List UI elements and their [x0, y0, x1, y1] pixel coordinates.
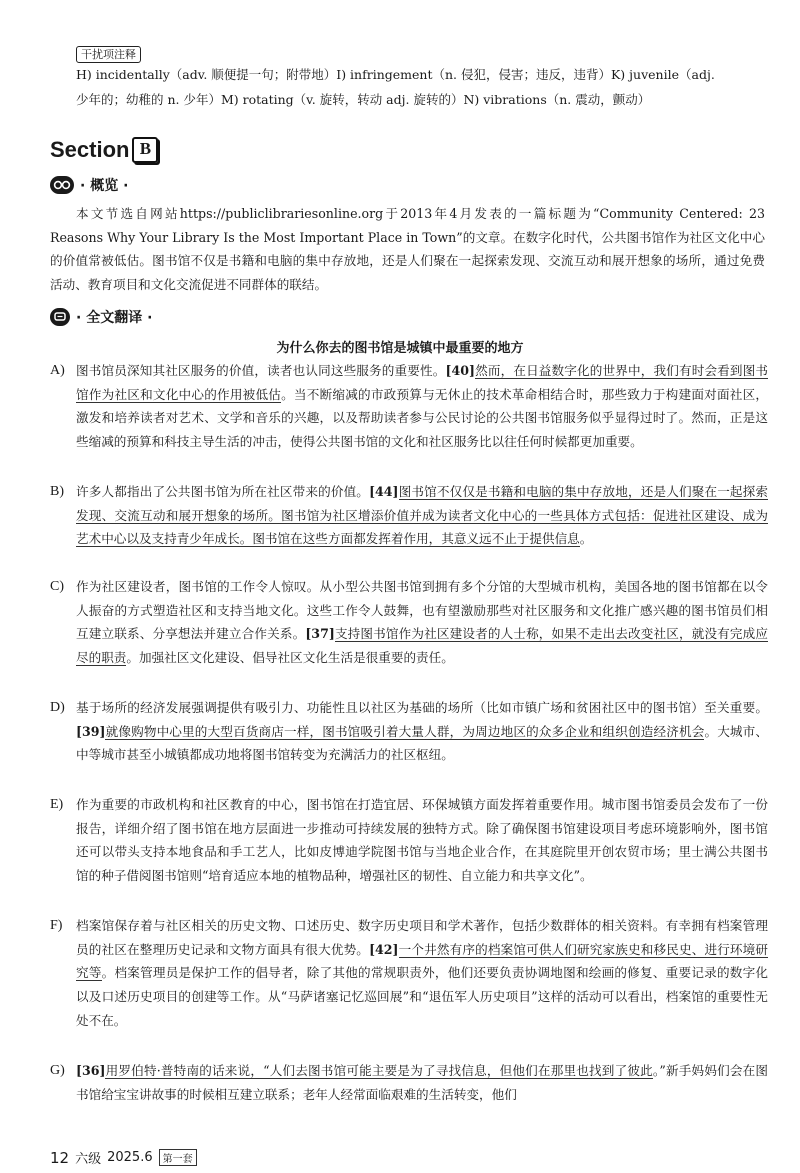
paragraph-text: 。”新手妈妈们会在图书馆给宝宝讲故事的时候相互建立联系；老年人经常面临艰难的生活转变，他们	[76, 1063, 769, 1102]
underlined-answer: 支持图书馆作为社区建设者的人士称，如果不走出去改变社区，就没有完成应尽的职责	[76, 626, 769, 666]
paragraph-label: F)	[50, 918, 63, 933]
underlined-answer: 就像购物中心里的大型百货商店一样，图书馆吸引着大量人群，为周边地区的众多企业和组织创造经济机会	[105, 723, 705, 739]
paragraph-text: 。当不断缩减的市政预算与无休止的技术革命相结合时，那些致力于构建面对面社区，激发和培养读者对艺术、文学和音乐的兴趣，以及帮助读者参与公民讨论的公共图书馆服务似乎显得过时了。然而，正是这些缩减的预算和科技主导生活的冲击，使得公共图书馆的文化和社区服务比以往任何时候都更加重要。	[76, 386, 769, 450]
section-letter: B	[132, 137, 158, 163]
paragraph-text: 作为重要的市政机构和社区教育的中心，图书馆在打造宜居、环保城镇方面发挥着重要作用。城市图书馆委员会发布了一份报告，详细介绍了图书馆在地方层面进一步推动可持续发展的独特方式。除了确保图书馆建设项目考虑环境影响外，图书馆还可以带头支持本地食品和手工艺人，比如皮博迪学院图书馆与当地企业合作，在其庭院里开创农贸市场；里士满公共图书馆的种子借阅图书馆则“培育适应本地的植物品种，增强社区的韧性、自立能力和共享文化”。	[76, 797, 768, 884]
question-number: [39]	[76, 723, 106, 739]
paragraph-label: E)	[50, 797, 64, 812]
section-word: Section	[50, 137, 130, 162]
page-footer	[50, 1148, 197, 1167]
paragraph-label: B)	[50, 484, 64, 499]
overview-text: 本文节选自网站https://publiclibrariesonline.org于2013年4月发表的一篇标题为“Community Centered: 23 Reasons Why Your Library Is the Most Important Place in Town”的文章。在数字化时代，公共图书馆作为社区文化中心的价值常被低估。图书馆不仅是书籍和电脑的集中存放地，还是人们聚在一起探索发现、交流互动和展开想象的场所，通过免费活动、教育项目和文化交流促进不同群体的联结。	[50, 206, 765, 292]
vocab-notes-line-1: H) incidentally（adv. 顺便提一句；附带地）I) infringement（n. 侵犯，侵害；违反，违背）K) juvenile（adj.	[76, 67, 715, 82]
paragraph-g	[50, 1059, 768, 1106]
paragraph-d	[50, 696, 768, 767]
paragraph-f	[50, 914, 768, 1033]
underlined-answer: 然而，在日益数字化的世界中，我们有时会看到图书馆作为社区和文化中心的作用被低估	[76, 363, 769, 402]
section-title	[50, 137, 158, 163]
paragraph-text: 。加强社区文化建设、倡导社区文化生活是很重要的责任。	[126, 650, 454, 666]
paragraph-text: 。	[579, 531, 593, 547]
underlined-answer: 图书馆不仅仅是书籍和电脑的集中存放地，还是人们聚在一起探索发现、交流互动和展开想象的场所。图书馆为社区增添价值并成为读者文化中心的一些具体方式包括：促进社区建设、成为艺术中心以及支持青少年成长。图书馆在这些方面都发挥着作用，其意义远不止于提供信息	[76, 484, 769, 547]
paragraph-text: 图书馆员深知其社区服务的价值，读者也认同这些服务的重要性。	[76, 363, 446, 378]
paragraph-text: 。档案管理员是保护工作的倡导者，除了其他的常规职责外，他们还要负责协调地图和绘画的修复、重要记录的数字化以及口述历史项目的创建等工作。从“马萨诸塞记忆巡回展”和“退伍军人历史项目”这样的活动可以看出，档案馆的重要性无处不在。	[76, 965, 769, 1028]
vocab-notes-line-2: 少年的；幼稚的 n. 少年）M) rotating（v. 旋转，转动 adj. 旋转的）N) vibrations（n. 震动，颤动）	[76, 92, 651, 107]
underlined-answer: 一个井然有序的档案馆可供人们研究家族史和移民史、进行环境研究等	[76, 941, 769, 981]
exam-level: 六级	[75, 1152, 102, 1167]
paragraph-text: 档案馆保存着与社区相关的历史文物、口述历史、数字历史项目和学术著作，包括少数群体的相关资料。有幸拥有档案管理员的社区在整理历史记录和文物方面具有很大优势。	[76, 918, 768, 957]
paragraph-label: D)	[50, 700, 65, 715]
question-number: [37]	[305, 626, 335, 642]
exam-date: 2025.6	[107, 1150, 153, 1165]
question-number: [36]	[76, 1063, 106, 1078]
underlined-answer: 用罗伯特·普特南的话来说，“人们去图书馆可能主要是为了寻找信息，但他们在那里也找到了彼此	[105, 1063, 653, 1078]
paragraph-label: A)	[50, 363, 65, 378]
paragraph-label: C)	[50, 579, 64, 594]
translation-label: · 全文翻译 ·	[76, 310, 153, 326]
question-number: [40]	[445, 363, 475, 378]
paragraph-text: 作为社区建设者，图书馆的工作令人惊叹。从小型公共图书馆到拥有多个分馆的大型城市机构，美国各地的图书馆都在以令人振奋的方式塑造社区和支持当地文化。这些工作令人鼓舞，也有望激励那些对社区服务和文化推广感兴趣的图书馆员们相互建立联系、分享想法并建立合作关系。	[76, 579, 768, 642]
paragraph-text: 基于场所的经济发展强调提供有吸引力、功能性且以社区为基础的场所（比如市镇广场和贫困社区中的图书馆）至关重要。	[76, 700, 768, 715]
paragraph-text: 。大城市、中等城市甚至小城镇都成功地将图书馆转变为充满活力的社区枢纽。	[76, 723, 769, 763]
overview-label: · 概览 ·	[80, 178, 129, 194]
page-number: 12	[50, 1148, 70, 1167]
speech-bubble-icon	[50, 308, 70, 326]
paper-set: 第一套	[159, 1149, 197, 1166]
paragraph-e	[50, 793, 768, 888]
glasses-icon	[50, 176, 74, 194]
distractor-notes-tag: 干扰项注释	[76, 46, 141, 63]
paragraph-a	[50, 359, 768, 454]
article-title: 为什么你去的图书馆是城镇中最重要的地方	[276, 341, 524, 356]
question-number: [42]	[369, 941, 399, 957]
paragraph-b	[50, 480, 768, 551]
question-number: [44]	[369, 484, 399, 499]
paragraph-label: G)	[50, 1063, 65, 1078]
translation-header	[50, 307, 152, 327]
paragraph-c	[50, 575, 768, 670]
overview-header	[50, 175, 128, 195]
paragraph-text: 许多人都指出了公共图书馆为所在社区带来的价值。	[76, 484, 370, 499]
